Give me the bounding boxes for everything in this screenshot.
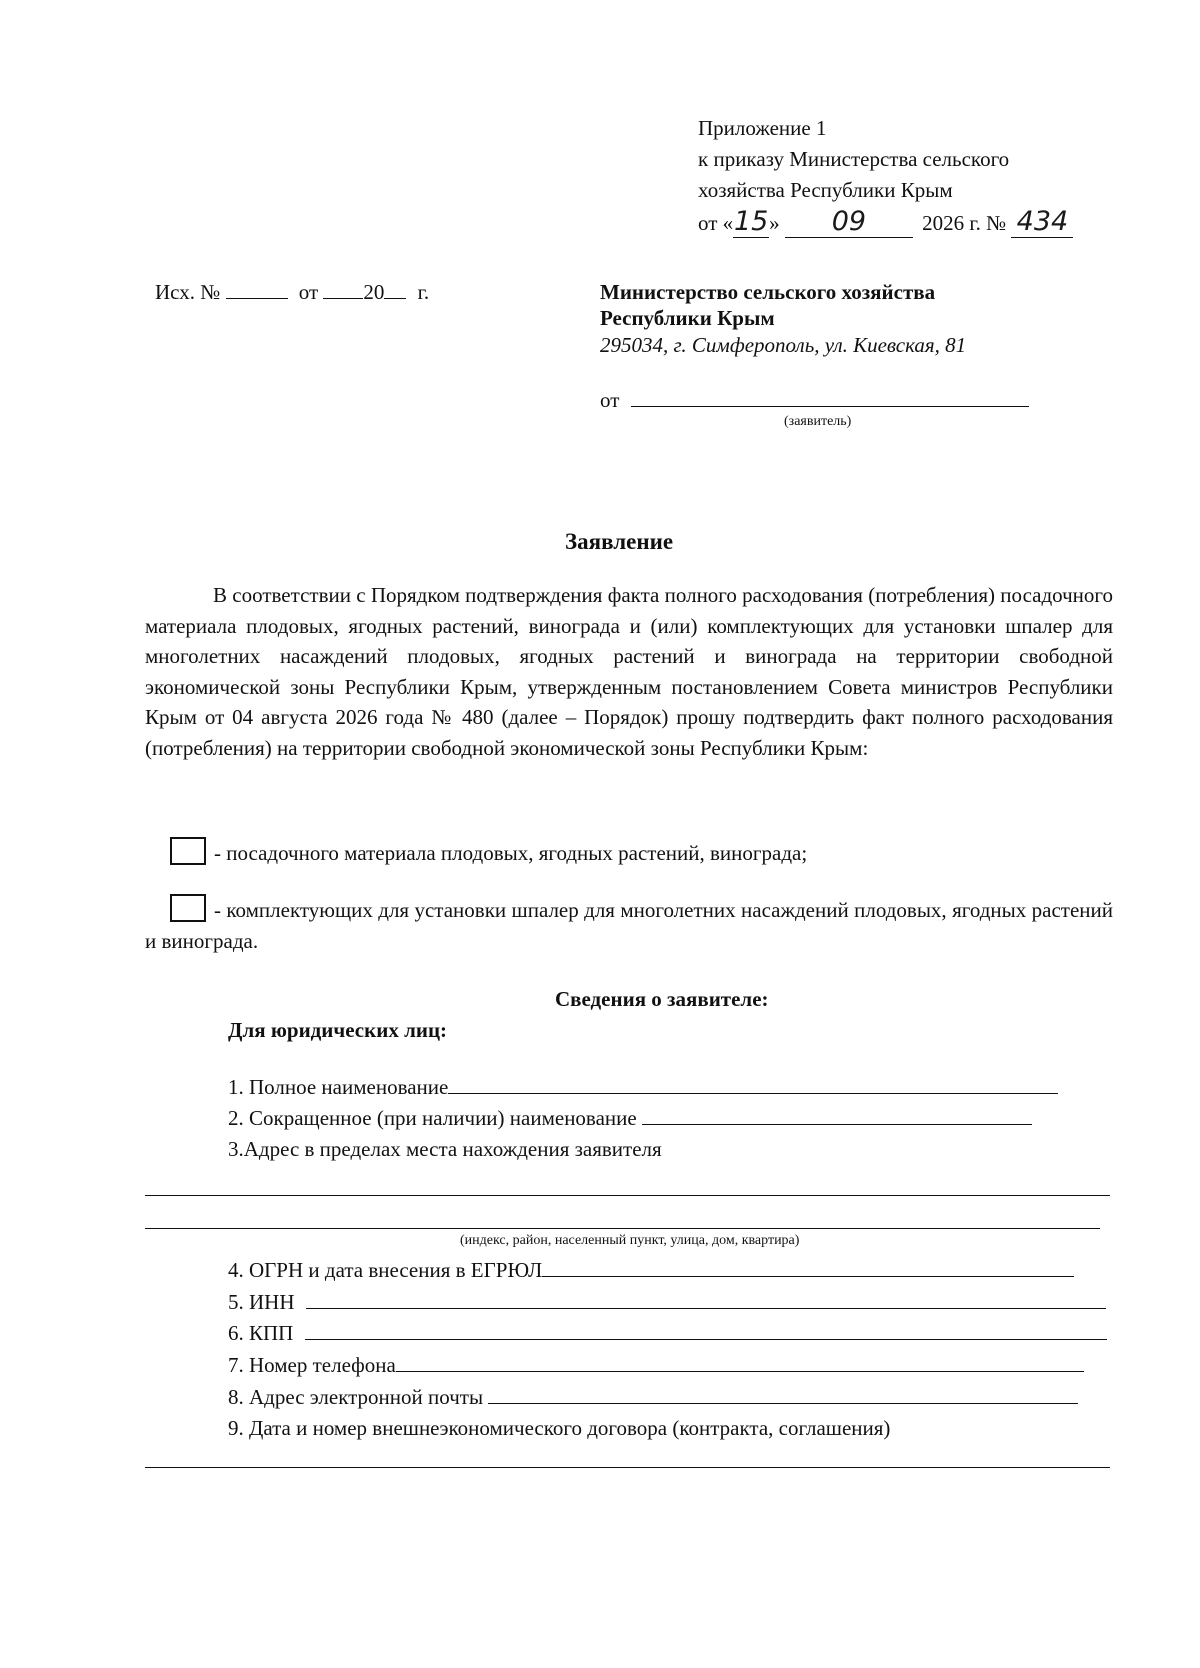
inn-input[interactable]: [306, 1308, 1106, 1309]
date-quote: »: [769, 211, 780, 235]
outgoing-from-label: от: [298, 280, 319, 304]
date-year: 2026 г. №: [922, 211, 1007, 235]
recipient-name-line1: Министерство сельского хозяйства: [600, 280, 936, 304]
field-short-name: [228, 1106, 1032, 1131]
field-inn: [228, 1290, 1106, 1315]
field-short-name-label: 2. Сокращенное (при наличии) наименование: [228, 1106, 637, 1130]
recipient-address: 295034, г. Симферополь, ул. Киевская, 81: [600, 333, 967, 357]
field-email: [228, 1385, 1078, 1410]
applicant-name-field[interactable]: [631, 406, 1029, 407]
outgoing-year-field[interactable]: [384, 298, 406, 299]
address-caption: (индекс, район, населенный пункт, улица, дом, квартира): [460, 1233, 800, 1248]
field-address: 3.Адрес в пределах места нахождения заявителя: [228, 1137, 662, 1161]
trellis-components-checkbox[interactable]: [170, 894, 206, 922]
field-kpp: [228, 1321, 1107, 1346]
applicant-from-label: от: [600, 388, 620, 412]
field-ogrn: [228, 1258, 1074, 1283]
field-email-label: 8. Адрес электронной почты: [228, 1385, 484, 1409]
email-input[interactable]: [488, 1403, 1078, 1404]
appendix-date-line: [698, 206, 1073, 238]
date-month: 09: [785, 206, 913, 238]
contract-input-line[interactable]: [145, 1467, 1110, 1468]
address-input-line2[interactable]: [145, 1228, 1100, 1229]
applicant-caption: (заявитель): [784, 414, 852, 429]
appendix-ministry-line: хозяйства Республики Крым: [698, 178, 953, 202]
date-day: 15: [733, 206, 769, 237]
address-input-line1[interactable]: [145, 1195, 1110, 1196]
option-trellis-components: [145, 894, 1113, 956]
field-full-name-label: 1. Полное наименование: [228, 1075, 449, 1099]
option-trellis-components-label: - комплектующих для установки шпалер для многолетних насаждений плодовых, ягодных растений и винограда.: [145, 898, 1113, 953]
appendix-title: Приложение 1: [698, 116, 827, 140]
phone-input[interactable]: [396, 1371, 1084, 1372]
field-ogrn-label: 4. ОГРН и дата внесения в ЕГРЮЛ: [228, 1258, 543, 1282]
body-paragraph: [145, 580, 1113, 763]
body-paragraph-text: В соответствии с Порядком подтверждения факта полного расходования (потребления) посадочного материала плодовых, ягодных растений, винограда и (или) комплектующих для установки шпалер для многолетних насаждений плодовых, ягодных растений и винограда на территории свободной экономической зоны Республики Крым, утвержденным постановлением Совета министров Республики Крым от 04 августа 2026 года № 480 (далее – Порядок) прошу подтвердить факт полного расходования (потребления) на территории свободной экономической зоны Республики Крым:: [145, 583, 1113, 760]
kpp-input[interactable]: [305, 1339, 1107, 1340]
document-title: Заявление: [565, 529, 674, 554]
ogrn-input[interactable]: [542, 1276, 1074, 1277]
field-phone-label: 7. Номер телефона: [228, 1353, 396, 1377]
option-planting-material: [170, 837, 807, 866]
appendix-order-line: к приказу Министерства сельского: [698, 147, 1010, 171]
field-kpp-label: 6. КПП: [228, 1321, 294, 1345]
full-name-input[interactable]: [448, 1093, 1058, 1094]
recipient-name-line2: Республики Крым: [600, 306, 775, 330]
applicant-section-heading: Сведения о заявителе:: [555, 987, 769, 1011]
field-inn-label: 5. ИНН: [228, 1290, 295, 1314]
outgoing-ref-label: Исх. №: [155, 280, 221, 304]
applicant-from-row: [600, 388, 1029, 413]
outgoing-number-field[interactable]: [226, 298, 288, 299]
outgoing-reference: [155, 280, 429, 305]
date-prefix: от «: [698, 211, 734, 235]
outgoing-date-field[interactable]: [323, 298, 363, 299]
field-full-name: [228, 1075, 1058, 1100]
option-planting-material-label: - посадочного материала плодовых, ягодных растений, винограда;: [214, 841, 808, 865]
outgoing-year-suffix: г.: [417, 280, 430, 304]
order-number: 434: [1011, 206, 1073, 238]
field-phone: [228, 1353, 1084, 1378]
outgoing-year-prefix: 20: [363, 280, 385, 304]
planting-material-checkbox[interactable]: [170, 837, 206, 865]
short-name-input[interactable]: [642, 1124, 1032, 1125]
field-contract: 9. Дата и номер внешнеэкономического договора (контракта, соглашения): [228, 1416, 891, 1440]
legal-entities-heading: Для юридических лиц:: [228, 1018, 448, 1042]
